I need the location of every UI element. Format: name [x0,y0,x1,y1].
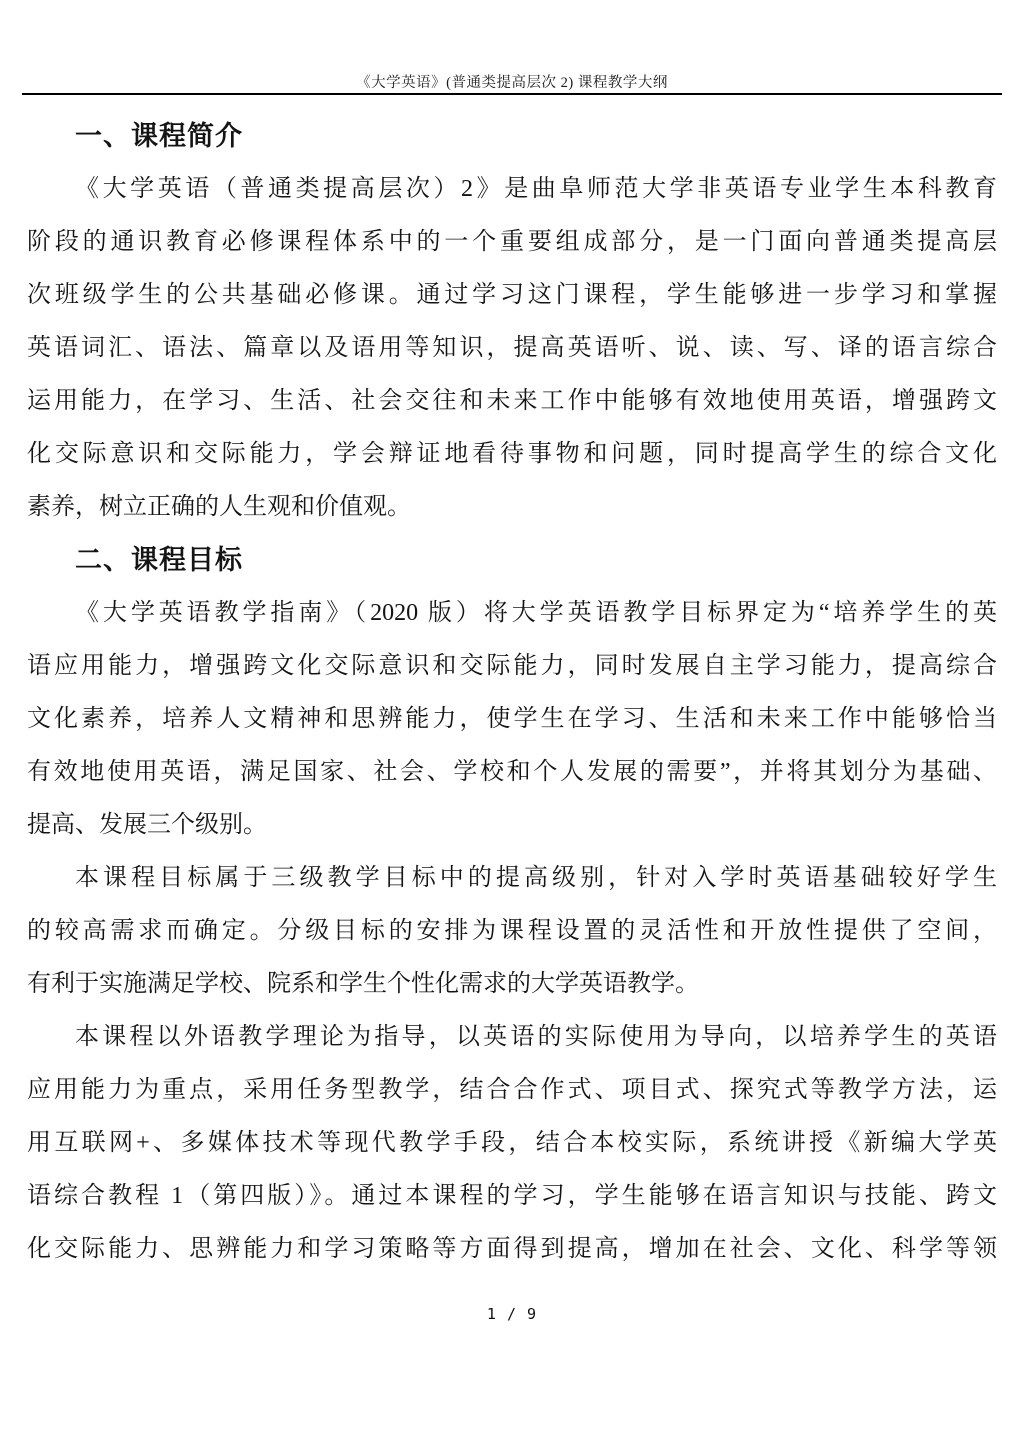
text-line: 化交际意识和交际能力，学会辩证地看待事物和问题，同时提高学生的综合文化 [27,441,997,467]
text-line: 本课程以外语教学理论为指导，以英语的实际使用为导向，以培养学生的英语 [75,1024,997,1050]
paragraph [27,587,997,852]
text-line: 《大学英语（普通类提高层次）2》是曲阜师范大学非英语专业学生本科教育 [75,176,997,202]
text-line: 素养，树立正确的人生观和价值观。 [27,494,411,520]
paragraph [27,163,997,534]
page-header-title: 《大学英语》(普通类提高层次 2) 课程教学大纲 [356,75,668,91]
text-line: 次班级学生的公共基础必修课。通过学习这门课程，学生能够进一步学习和掌握 [27,282,997,308]
text-line: 英语词汇、语法、篇章以及语用等知识，提高英语听、说、读、写、译的语言综合 [27,335,997,361]
paragraph [27,1011,997,1276]
document-body [27,110,997,1276]
section-heading: 一、课程简介 [75,121,243,151]
text-line: 应用能力为重点，采用任务型教学，结合合作式、项目式、探究式等教学方法，运 [27,1077,997,1103]
paragraph [27,852,997,1011]
text-line: 的较高需求而确定。分级目标的安排为课程设置的灵活性和开放性提供了空间， [27,918,997,944]
text-line: 运用能力，在学习、生活、社会交往和未来工作中能够有效地使用英语，增强跨文 [27,388,997,414]
text-line: 语综合教程 1（第四版）》。通过本课程的学习，学生能够在语言知识与技能、跨文 [27,1183,997,1209]
text-line: 《大学英语教学指南》（2020 版）将大学英语教学目标界定为“培养学生的英 [75,600,997,626]
text-line: 语应用能力，增强跨文化交际意识和交际能力，同时发展自主学习能力，提高综合 [27,653,997,679]
text-line: 用互联网+、多媒体技术等现代教学手段，结合本校实际，系统讲授《新编大学英 [27,1130,997,1156]
text-line: 阶段的通识教育必修课程体系中的一个重要组成部分，是一门面向普通类提高层 [27,229,997,255]
header-rule [22,93,1002,95]
section-heading: 二、课程目标 [75,545,243,575]
text-line: 提高、发展三个级别。 [27,812,267,838]
text-line: 有利于实施满足学校、院系和学生个性化需求的大学英语教学。 [27,971,699,997]
page-number: 1 / 9 [486,1305,538,1323]
text-line: 文化素养，培养人文精神和思辨能力，使学生在学习、生活和未来工作中能够恰当 [27,706,997,732]
text-line: 化交际能力、思辨能力和学习策略等方面得到提高，增加在社会、文化、科学等领 [27,1236,997,1262]
text-line: 有效地使用英语，满足国家、社会、学校和个人发展的需要”，并将其划分为基础、 [27,759,997,785]
text-line: 本课程目标属于三级教学目标中的提高级别，针对入学时英语基础较好学生 [75,865,997,891]
